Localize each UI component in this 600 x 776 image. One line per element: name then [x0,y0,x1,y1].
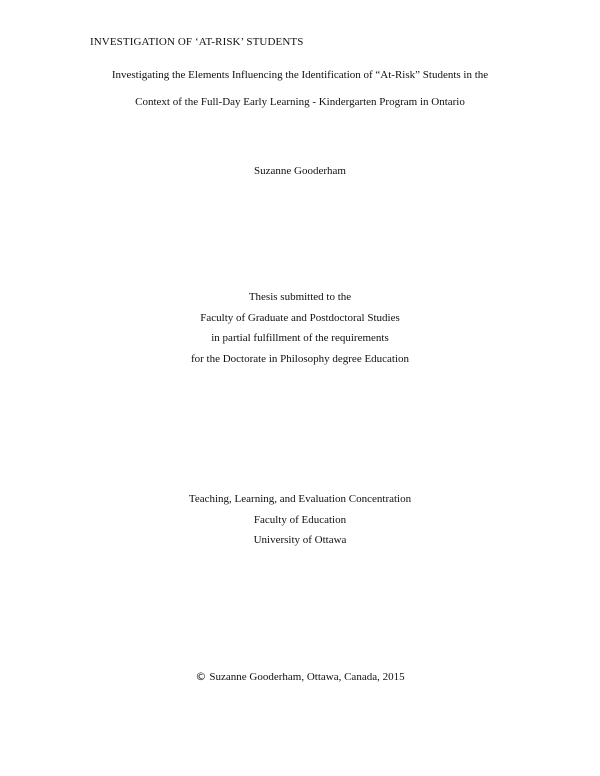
thesis-title-line-1: Investigating the Elements Influencing the Identification of “At-Risk” Students in the [111,69,489,81]
affiliation-block [0,489,600,551]
university-name: University of Ottawa [253,534,347,546]
faculty-name: Faculty of Education [253,513,347,526]
running-head: INVESTIGATION OF ‘AT-RISK’ STUDENTS [90,36,304,48]
copyright-text: Suzanne Gooderham, Ottawa, Canada, 2015 [209,671,405,683]
submission-statement [0,287,600,369]
submission-line-4: for the Doctorate in Philosophy degree Education [190,352,410,365]
submission-line-2: Faculty of Graduate and Postdoctoral Studies [200,311,400,324]
concentration-name: Teaching, Learning, and Evaluation Concentration [188,493,412,505]
submission-line-1: Thesis submitted to the [248,291,352,303]
author-name: Suzanne Gooderham [254,165,346,177]
thesis-title-line-2: Context of the Full-Day Early Learning - Kindergarten Program in Ontario [135,96,465,108]
submission-line-3: in partial fulfillment of the requirements [211,332,389,344]
copyright-notice [0,670,600,683]
copyright-symbol: © [195,670,207,683]
